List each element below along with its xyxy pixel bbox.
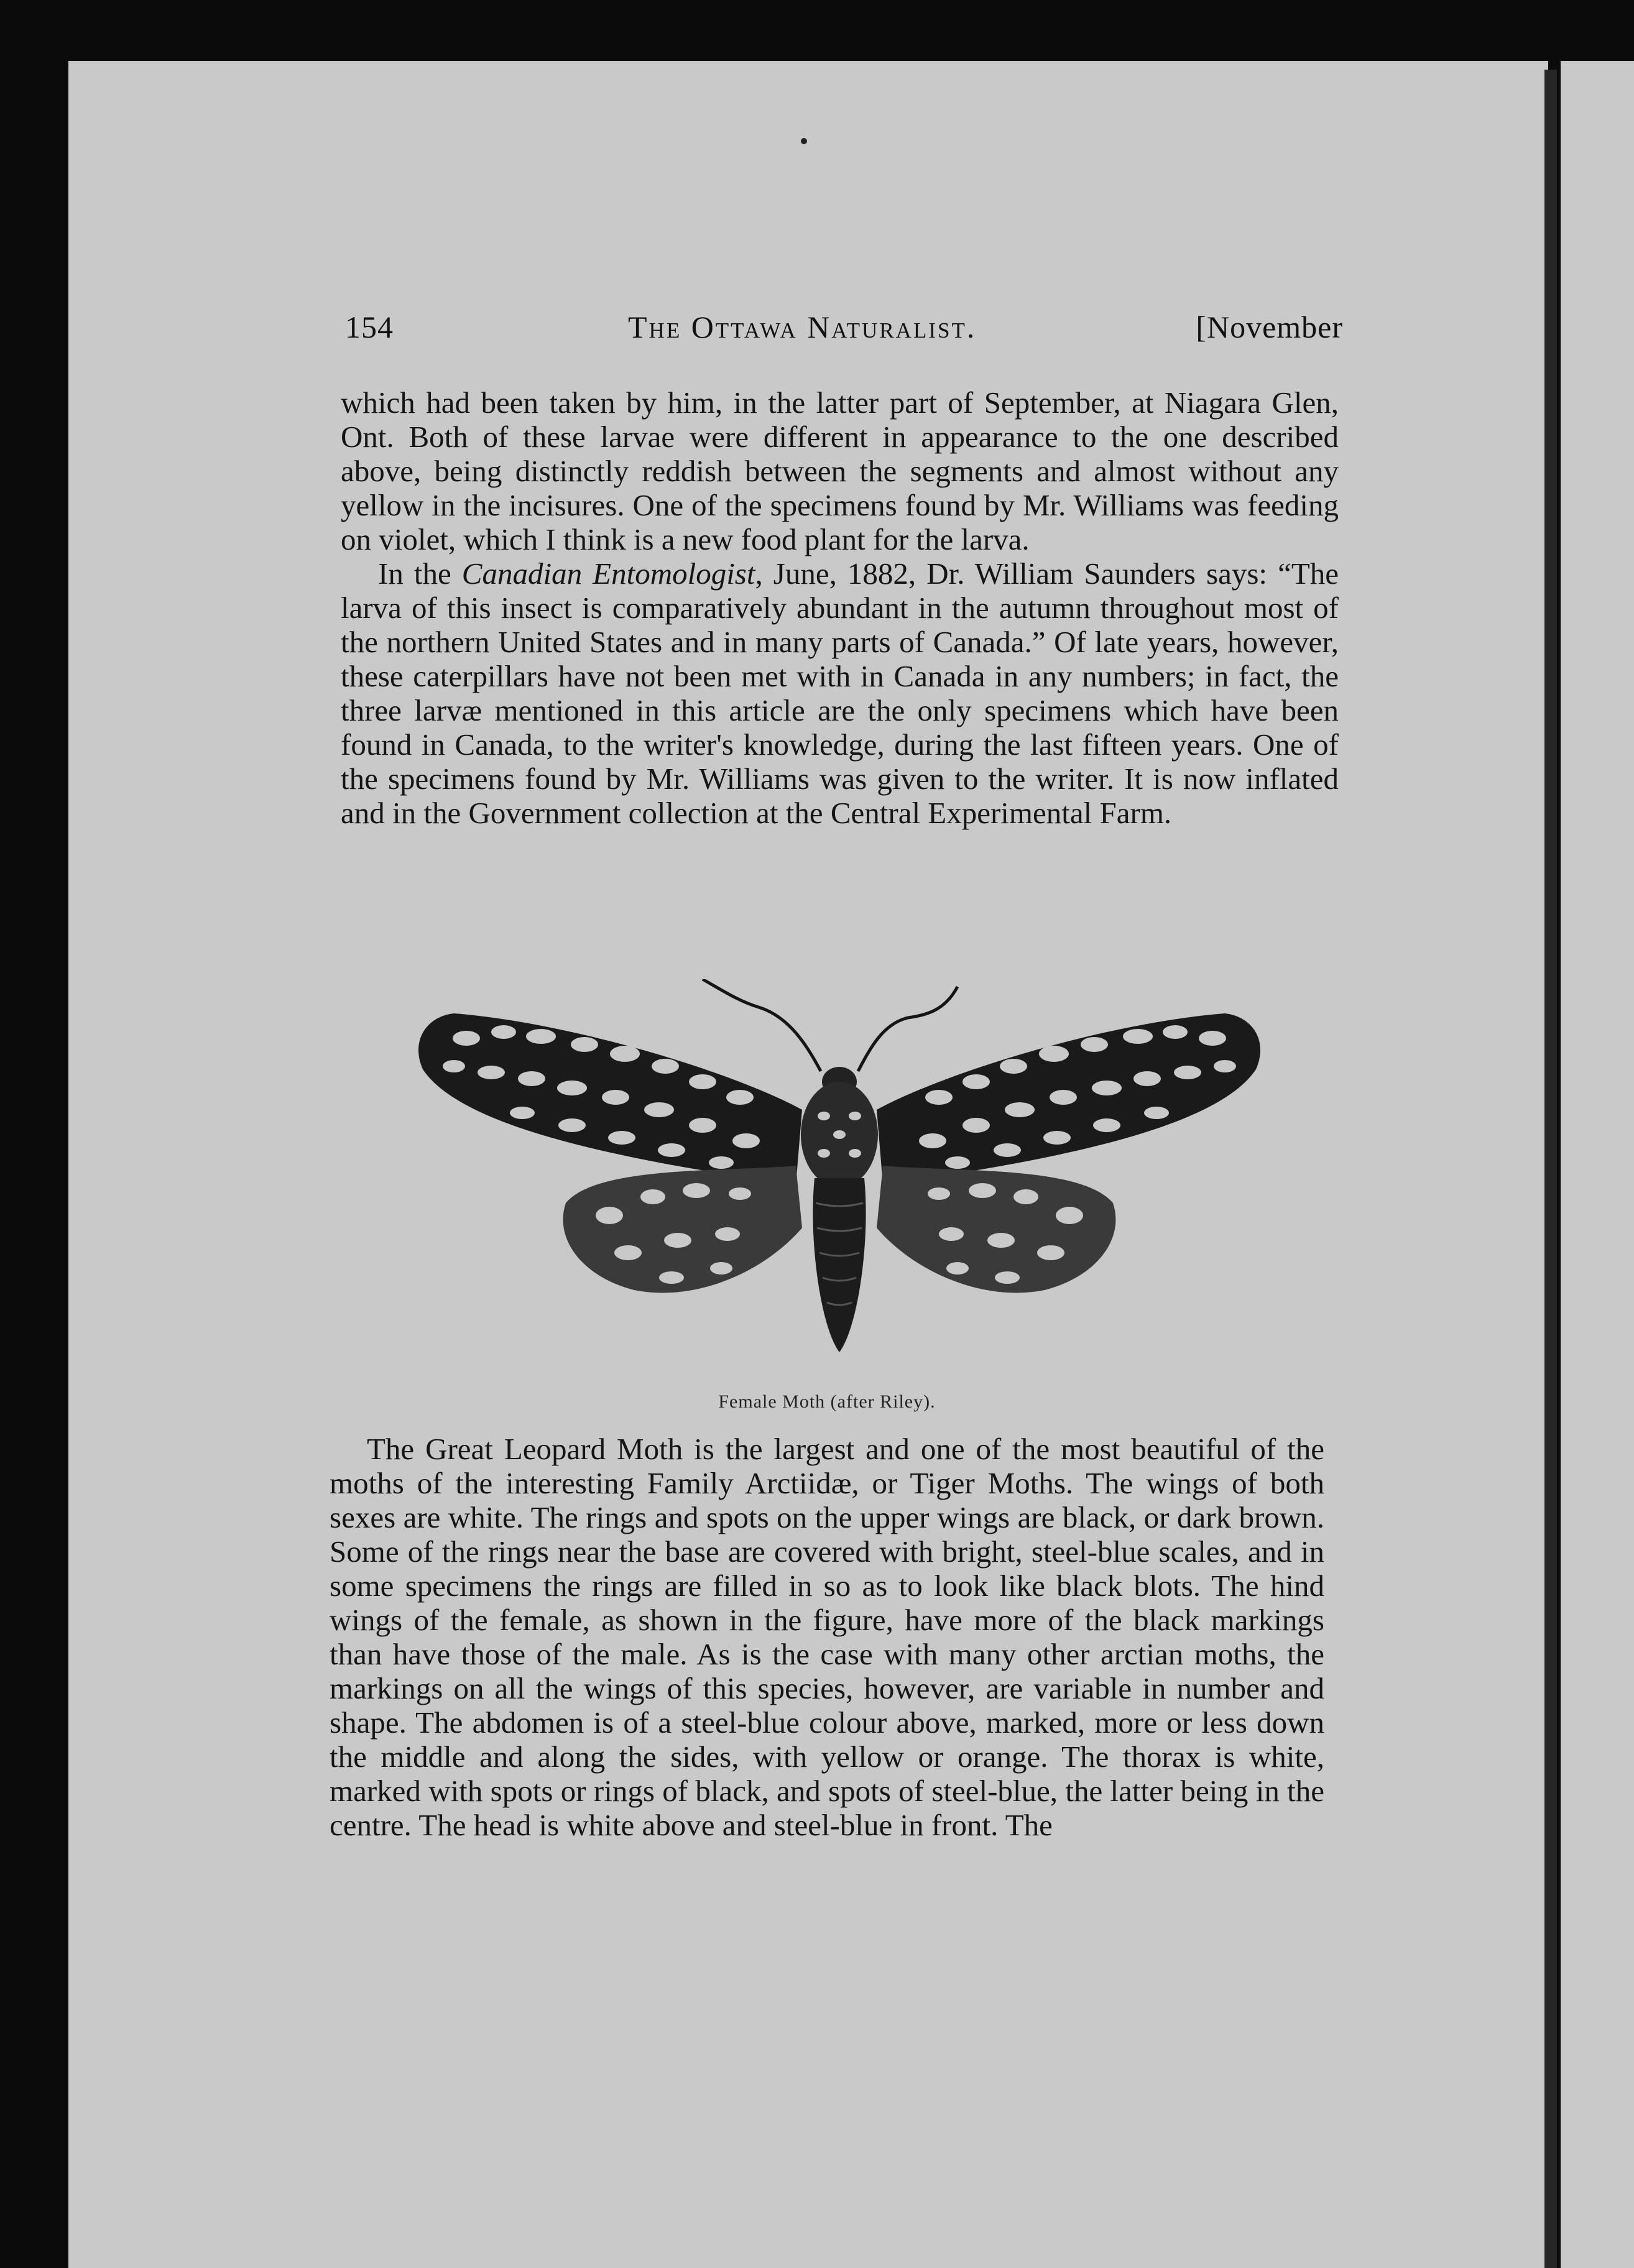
body-text-top <box>341 385 1339 830</box>
page-gutter-shadow <box>1544 70 1557 2268</box>
journal-citation: Canadian Entomologist <box>461 556 755 591</box>
figure-caption: Female Moth (after Riley). <box>718 1391 936 1412</box>
page-speck <box>801 138 807 144</box>
running-head <box>345 309 1343 353</box>
paragraph-remainder: , June, 1882, Dr. William Saunders says: “The larva of this insect is comparatively abundant in the autumn throughout most of the northern United States and in many parts of Canada.” Of late years, however, these caterpillars have not been met with in Canada in any numbers; in fact, the three larvæ mentioned in this article are the only specimens which have been found in Canada, to the writer's knowledge, during the last fifteen years. One of the specimens found by Mr. Williams was given to the writer. It is now inflated and in the Government collection at the Central Experimental Farm. <box>341 556 1339 830</box>
issue-month: [November <box>1196 310 1343 344</box>
adjacent-page-edge <box>1561 61 1634 2268</box>
hindwing-right <box>877 1166 1115 1293</box>
moth-antennae <box>703 979 958 1071</box>
forewing-left <box>418 1013 802 1184</box>
page-number: 154 <box>345 310 394 344</box>
paragraph-saunders-quote <box>341 556 1339 830</box>
forewing-right <box>877 1013 1260 1184</box>
body-text-bottom <box>330 1432 1324 1842</box>
paragraph-continued: which had been taken by him, in the latter part of September, at Niagara Glen, Ont. Both of these larvae were different in appearance to the one described above, being distinctly reddish between the segments and almost without any yellow in the incisures. One of the specimens found by Mr. Williams was feeding on violet, which I think is a new food plant for the larva. <box>341 385 1339 556</box>
hindwing-left <box>563 1166 802 1293</box>
moth-body <box>801 1067 878 1352</box>
paragraph-lead-in: In the <box>378 556 462 591</box>
journal-title: The Ottawa Naturalist. <box>628 310 977 344</box>
paragraph-description: The Great Leopard Moth is the largest and one of the most beautiful of the moths of the interesting Family Arctiidæ, or Tiger Moths. The wings of both sexes are white. The rings and spots on the upper wings are black, or dark brown. Some of the rings near the base are covered with bright, steel-blue scales, and in some specimens the rings are filled in so as to look like black blots. The hind wings of the female, as shown in the figure, have more of the black markings than have those of the male. As is the case with many other arctian moths, the markings on all the wings of this species, however, are variable in number and shape. The abdomen is of a steel-blue colour above, marked, more or less down the middle and along the sides, with yellow or orange. The thorax is white, marked with spots or rings of black, and spots of steel-blue, the latter being in the centre. The head is white above and steel-blue in front. The <box>330 1432 1324 1842</box>
moth-illustration <box>410 979 1268 1390</box>
